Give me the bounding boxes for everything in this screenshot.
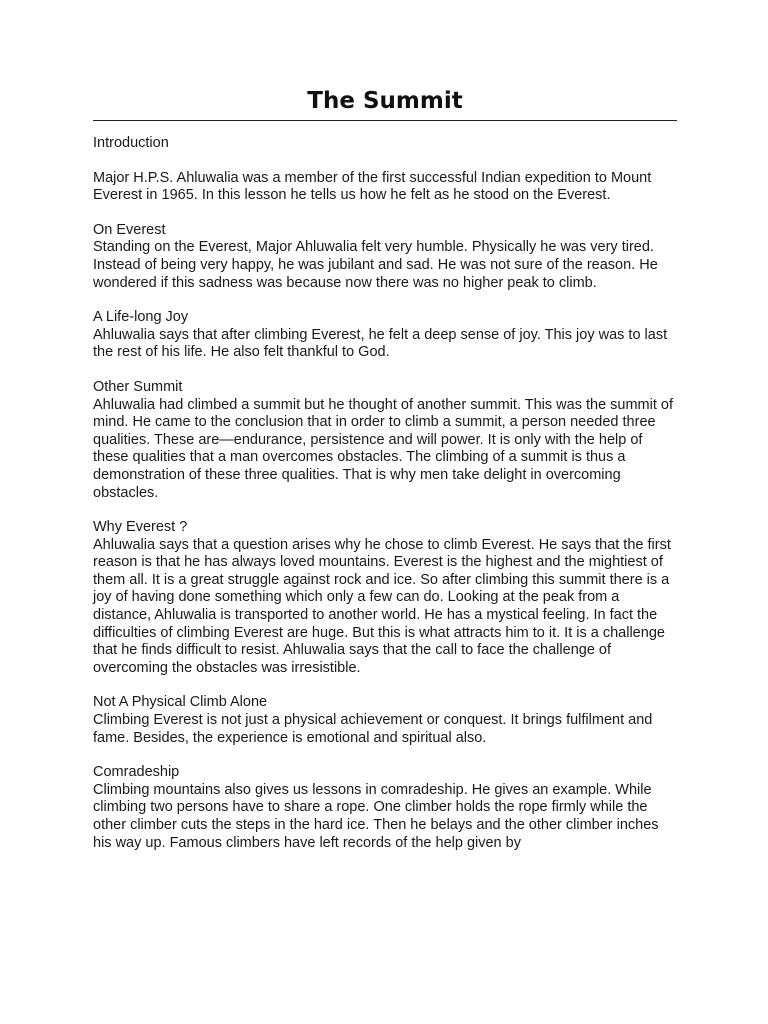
section-not-physical-climb bbox=[93, 694, 677, 747]
section-heading: Comradeship bbox=[93, 764, 180, 781]
intro-block bbox=[93, 135, 677, 205]
section-comradeship bbox=[93, 764, 677, 852]
document-body bbox=[93, 135, 677, 852]
section-heading: Other Summit bbox=[93, 378, 183, 395]
document-page bbox=[93, 84, 677, 852]
section-why-everest bbox=[93, 519, 677, 677]
section-heading: On Everest bbox=[93, 221, 166, 238]
section-heading: A Life-long Joy bbox=[93, 309, 189, 326]
section-paragraph: Climbing mountains also gives us lessons in comradeship. He gives an example. While climbing two persons have to share a rope. One climber holds the rope firmly while the other climber cuts the steps in the hard ice. Then he belays and the other climber inches his way up. Famous climbers have left records of the help given by bbox=[93, 781, 659, 851]
section-paragraph: Ahluwalia says that after climbing Everest, he felt a deep sense of joy. This joy was to last the rest of his life. He also felt thankful to God. bbox=[93, 326, 668, 361]
intro-paragraph: Major H.P.S. Ahluwalia was a member of the first successful Indian expedition to Mount Everest in 1965. In this lesson he tells us how he felt as he stood on the Everest. bbox=[93, 169, 652, 204]
section-paragraph: Ahluwalia says that a question arises why he chose to climb Everest. He says that the first reason is that he has always loved mountains. Everest is the highest and the mightiest of them all. It is a great struggle against rock and ice. So after climbing this summit there is a joy of having done something which only a few can do. Looking at the peak from a distance, Ahluwalia is transported to another world. He has a mystical feeling. In fact the difficulties of climbing Everest are huge. But this is what attracts him to it. It is a challenge that he finds difficult to resist. Ahluwalia says that the call to face the challenge of overcoming the obstacles was irresistible. bbox=[93, 536, 671, 676]
section-on-everest bbox=[93, 222, 677, 292]
section-life-long-joy bbox=[93, 309, 677, 362]
section-heading: Why Everest ? bbox=[93, 519, 188, 536]
section-heading: Not A Physical Climb Alone bbox=[93, 694, 268, 711]
title-divider bbox=[93, 120, 677, 121]
page-title: The Summit bbox=[307, 88, 463, 114]
section-paragraph: Climbing Everest is not just a physical achievement or conquest. It brings fulfilment and fame. Besides, the experience is emotional and spiritual also. bbox=[93, 712, 653, 746]
intro-heading: Introduction bbox=[93, 135, 169, 151]
section-paragraph: Ahluwalia had climbed a summit but he thought of another summit. This was the summit of mind. He came to the conclusion that in order to climb a summit, a person needed three qualities. These are—endurance, persistence and will power. It is only with the help of these qualities that a man overcomes obstacles. The climbing of a summit is thus a demonstration of these three qualities. That is why men take delight in overcoming obstacles. bbox=[93, 396, 674, 501]
section-other-summit bbox=[93, 379, 677, 502]
section-paragraph: Standing on the Everest, Major Ahluwalia felt very humble. Physically he was very tired. Instead of being very happy, he was jubilant and sad. He was not sure of the reason. He wondered if this sadness was because now there was no higher peak to climb. bbox=[93, 239, 658, 291]
